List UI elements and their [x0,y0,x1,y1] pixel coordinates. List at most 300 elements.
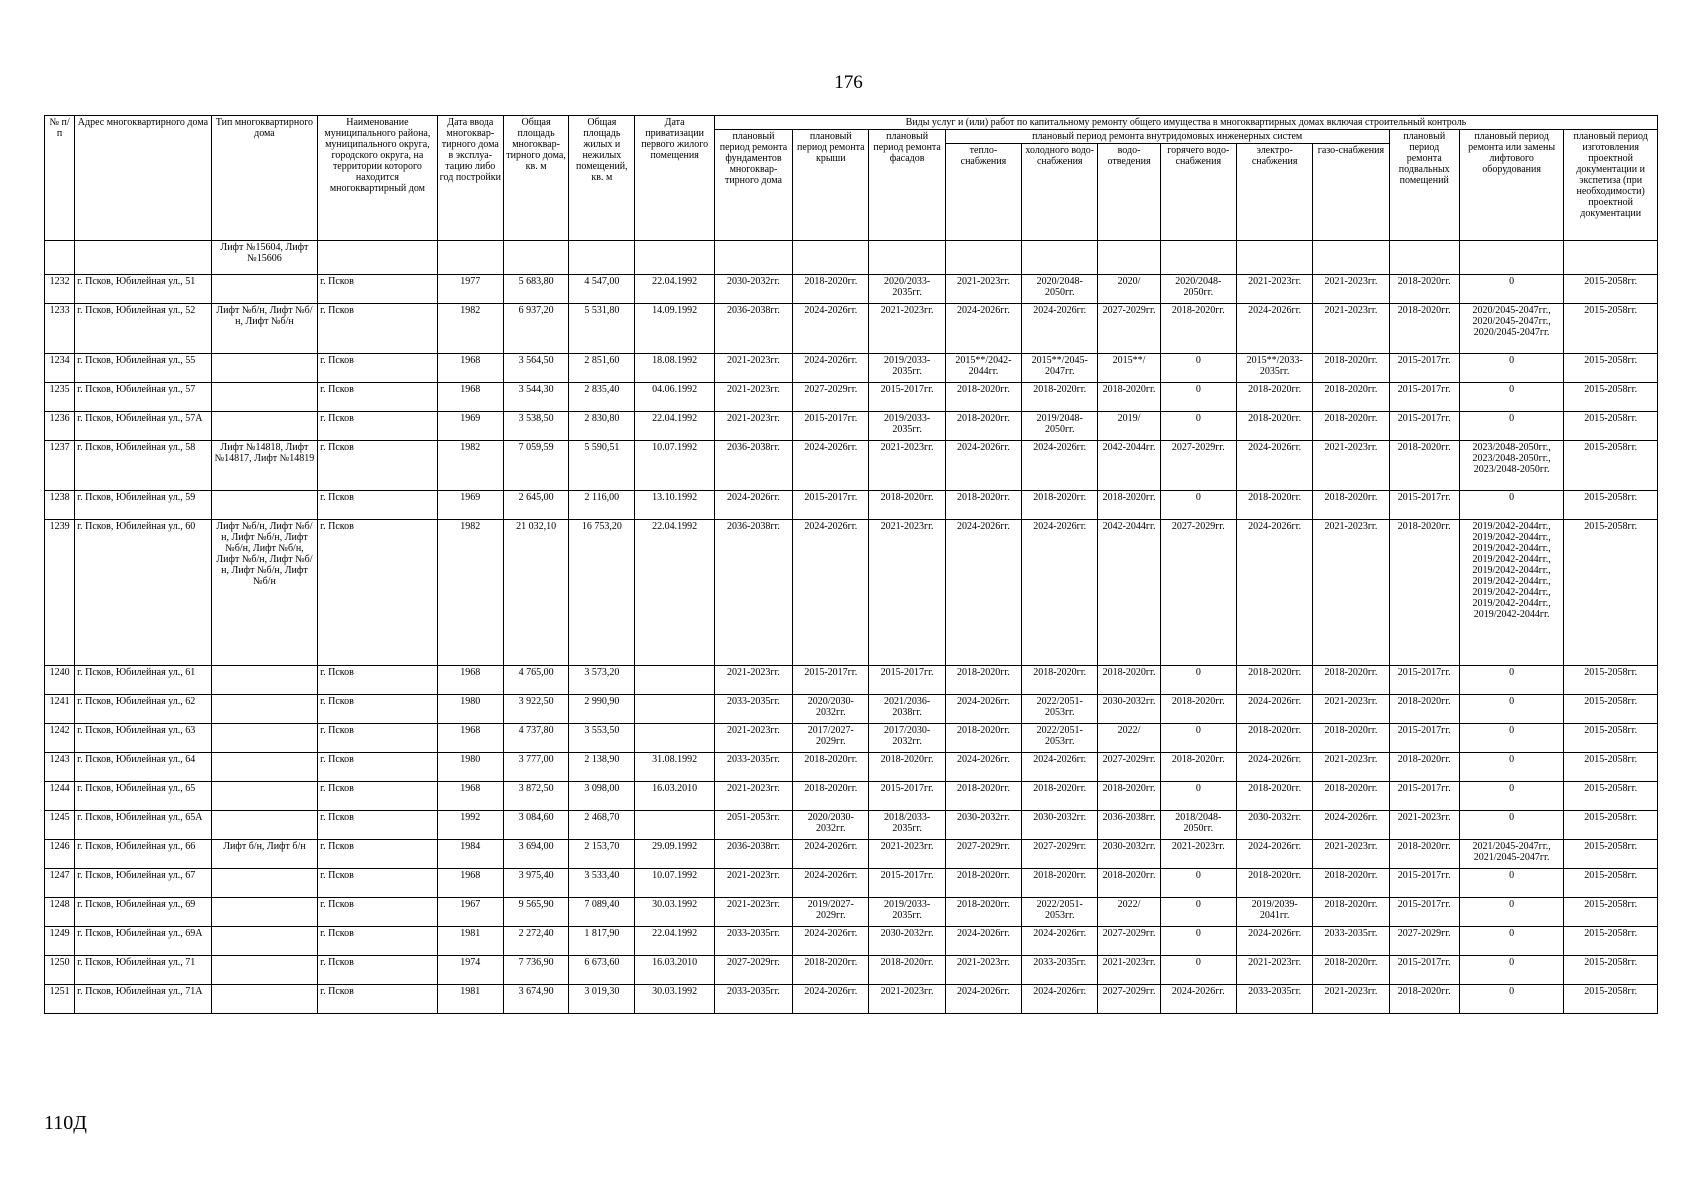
cell-basement-period: 2015-2017гг. [1389,782,1459,811]
cell-privatization-date: 04.06.1992 [635,383,714,412]
cell-elevator-period: 2023/2048-2050гг., 2023/2048-2050гг., 2023/2048-2050гг. [1459,441,1563,491]
cell-elevator-period: 0 [1459,753,1563,782]
cell-year: 1981 [437,927,503,956]
cell-living-area: 2 990,90 [569,695,635,724]
cell-heat-period: 2021-2023гг. [945,275,1021,304]
cell-heat-period: 2024-2026гг. [945,441,1021,491]
cell-facade-period: 2020/2033-2035гг. [869,275,945,304]
cell-year: 1992 [437,811,503,840]
cell-elevator-period: 0 [1459,383,1563,412]
cell-cold-water-period: 2019/2048-2050гг. [1022,412,1098,441]
cell-cold-water-period: 2018-2020гг. [1022,869,1098,898]
cell-row-number: 1235 [45,383,75,412]
cell-heat-period: 2018-2020гг. [945,782,1021,811]
cell-district: г. Псков [318,782,438,811]
cell-heat-period: 2027-2029гг. [945,840,1021,869]
cell-heat-period: 2018-2020гг. [945,898,1021,927]
cell-roof-period: 2024-2026гг. [793,441,869,491]
header-district: Наименование муниципального района, муниципального округа, городского округа, на территории которого находится многоквартирный дом [318,116,438,241]
cell-hot-water-period: 2020/2048-2050гг. [1160,275,1236,304]
cell-address: г. Псков, Юбилейная ул., 58 [75,441,212,491]
cell-year: 1968 [437,383,503,412]
cell-cold-water-period: 2024-2026гг. [1022,753,1098,782]
cell-elevator-period: 0 [1459,275,1563,304]
cell-privatization-date [635,695,714,724]
cell-year: 1982 [437,304,503,354]
table-row [45,695,1658,724]
cell-total-area: 4 737,80 [503,724,568,753]
cell-foundation-period: 2030-2032гг. [714,275,792,304]
cell-facade-period: 2021/2036-2038гг. [869,695,945,724]
cell-row-number: 1251 [45,985,75,1014]
cell-elevator-period: 2021/2045-2047гг., 2021/2045-2047гг. [1459,840,1563,869]
cell-project-docs-period: 2015-2058гг. [1564,811,1658,840]
cell-facade-period: 2019/2033-2035гг. [869,412,945,441]
cell-electricity-period: 2030-2032гг. [1236,811,1312,840]
cell-basement-period [1389,241,1459,275]
cell-elevator-period: 2019/2042-2044гг., 2019/2042-2044гг., 2019/2042-2044гг., 2019/2042-2044гг., 2019/2042-2044гг., 2019/2042-2044гг., 2019/2042-2044гг., 2019/2042-2044гг., 2019/2042-2044гг. [1459,520,1563,666]
cell-sewerage-period: 2042-2044гг. [1098,441,1160,491]
cell-gas-period: 2021-2023гг. [1313,441,1389,491]
table-row [45,383,1658,412]
header-electricity: электро-снабжения [1236,144,1312,241]
cell-row-number: 1248 [45,898,75,927]
cell-elevator-period: 0 [1459,695,1563,724]
cell-living-area: 1 817,90 [569,927,635,956]
cell-sewerage-period: 2030-2032гг. [1098,840,1160,869]
cell-electricity-period: 2024-2026гг. [1236,520,1312,666]
cell-cold-water-period [1022,241,1098,275]
cell-privatization-date: 10.07.1992 [635,869,714,898]
cell-facade-period: 2021-2023гг. [869,441,945,491]
cell-cold-water-period: 2024-2026гг. [1022,520,1098,666]
cell-year: 1967 [437,898,503,927]
cell-house-type [211,724,317,753]
cell-facade-period: 2018-2020гг. [869,753,945,782]
cell-project-docs-period: 2015-2058гг. [1564,724,1658,753]
cell-project-docs-period: 2015-2058гг. [1564,782,1658,811]
cell-hot-water-period [1160,241,1236,275]
cell-project-docs-period: 2015-2058гг. [1564,869,1658,898]
cell-gas-period: 2018-2020гг. [1313,491,1389,520]
header-address: Адрес многоквартирного дома [75,116,212,241]
cell-living-area: 16 753,20 [569,520,635,666]
cell-row-number: 1238 [45,491,75,520]
table-row [45,520,1658,666]
cell-facade-period [869,241,945,275]
cell-electricity-period: 2018-2020гг. [1236,869,1312,898]
cell-gas-period: 2021-2023гг. [1313,985,1389,1014]
cell-row-number: 1245 [45,811,75,840]
cell-hot-water-period: 2021-2023гг. [1160,840,1236,869]
cell-hot-water-period: 0 [1160,956,1236,985]
cell-project-docs-period: 2015-2058гг. [1564,520,1658,666]
cell-foundation-period: 2033-2035гг. [714,695,792,724]
table-row [45,412,1658,441]
cell-foundation-period: 2033-2035гг. [714,927,792,956]
cell-year: 1980 [437,753,503,782]
cell-house-type [211,927,317,956]
cell-row-number: 1239 [45,520,75,666]
cell-sewerage-period: 2030-2032гг. [1098,695,1160,724]
cell-gas-period: 2021-2023гг. [1313,695,1389,724]
cell-address: г. Псков, Юбилейная ул., 65 [75,782,212,811]
cell-total-area: 3 694,00 [503,840,568,869]
cell-foundation-period: 2021-2023гг. [714,898,792,927]
cell-project-docs-period: 2015-2058гг. [1564,753,1658,782]
cell-sewerage-period: 2019/ [1098,412,1160,441]
cell-basement-period: 2018-2020гг. [1389,275,1459,304]
cell-hot-water-period: 0 [1160,354,1236,383]
cell-roof-period: 2024-2026гг. [793,985,869,1014]
cell-total-area: 3 975,40 [503,869,568,898]
cell-district: г. Псков [318,898,438,927]
cell-row-number: 1249 [45,927,75,956]
cell-hot-water-period: 0 [1160,782,1236,811]
cell-year: 1982 [437,441,503,491]
table-row [45,491,1658,520]
cell-roof-period [793,241,869,275]
cell-house-type: Лифт №15604, Лифт №15606 [211,241,317,275]
cell-district: г. Псков [318,491,438,520]
cell-district: г. Псков [318,695,438,724]
cell-facade-period: 2030-2032гг. [869,927,945,956]
cell-privatization-date [635,666,714,695]
cell-basement-period: 2015-2017гг. [1389,383,1459,412]
cell-hot-water-period: 2024-2026гг. [1160,985,1236,1014]
cell-facade-period: 2021-2023гг. [869,840,945,869]
cell-address: г. Псков, Юбилейная ул., 69 [75,898,212,927]
cell-total-area: 5 683,80 [503,275,568,304]
cell-roof-period: 2018-2020гг. [793,753,869,782]
cell-heat-period: 2024-2026гг. [945,520,1021,666]
cell-facade-period: 2018/2033-2035гг. [869,811,945,840]
cell-electricity-period: 2015**/2033-2035гг. [1236,354,1312,383]
cell-heat-period: 2015**/2042-2044гг. [945,354,1021,383]
cell-sewerage-period: 2022/ [1098,898,1160,927]
cell-house-type [211,412,317,441]
cell-basement-period: 2027-2029гг. [1389,927,1459,956]
cell-sewerage-period: 2027-2029гг. [1098,985,1160,1014]
cell-hot-water-period: 0 [1160,666,1236,695]
table-row [45,985,1658,1014]
header-engineering-group: плановый период ремонта внутридомовых инженерных систем [945,130,1389,144]
header-hot-water: горячего водо-снабжения [1160,144,1236,241]
cell-total-area: 3 084,60 [503,811,568,840]
cell-district: г. Псков [318,441,438,491]
cell-sewerage-period: 2027-2029гг. [1098,304,1160,354]
cell-house-type [211,811,317,840]
cell-year: 1968 [437,666,503,695]
cell-living-area: 3 019,30 [569,985,635,1014]
cell-sewerage-period: 2022/ [1098,724,1160,753]
cell-hot-water-period: 0 [1160,869,1236,898]
cell-year: 1968 [437,724,503,753]
cell-foundation-period [714,241,792,275]
cell-gas-period: 2018-2020гг. [1313,666,1389,695]
cell-privatization-date: 22.04.1992 [635,275,714,304]
cell-sewerage-period: 2018-2020гг. [1098,666,1160,695]
header-project-docs: плановый период изготовления проектной документации и экспетиза (при необходимости) проектной документации [1564,130,1658,241]
cell-gas-period: 2021-2023гг. [1313,520,1389,666]
cell-elevator-period: 0 [1459,782,1563,811]
cell-foundation-period: 2021-2023гг. [714,412,792,441]
cell-project-docs-period: 2015-2058гг. [1564,927,1658,956]
cell-basement-period: 2018-2020гг. [1389,441,1459,491]
table-body [45,241,1658,1014]
cell-heat-period: 2024-2026гг. [945,985,1021,1014]
header-total-area: Общая площадь многоквар-тирного дома, кв. м [503,116,568,241]
cell-project-docs-period: 2015-2058гг. [1564,275,1658,304]
cell-gas-period: 2018-2020гг. [1313,869,1389,898]
cell-living-area: 2 116,00 [569,491,635,520]
cell-row-number: 1244 [45,782,75,811]
cell-gas-period: 2021-2023гг. [1313,840,1389,869]
cell-row-number: 1240 [45,666,75,695]
cell-district [318,241,438,275]
cell-cold-water-period: 2022/2051-2053гг. [1022,898,1098,927]
cell-heat-period [945,241,1021,275]
capital-repair-table [44,115,1658,1014]
cell-cold-water-period: 2024-2026гг. [1022,985,1098,1014]
cell-facade-period: 2015-2017гг. [869,666,945,695]
cell-heat-period: 2018-2020гг. [945,666,1021,695]
cell-roof-period: 2017/2027-2029гг. [793,724,869,753]
cell-basement-period: 2018-2020гг. [1389,695,1459,724]
cell-electricity-period: 2021-2023гг. [1236,275,1312,304]
cell-project-docs-period: 2015-2058гг. [1564,666,1658,695]
cell-roof-period: 2024-2026гг. [793,840,869,869]
cell-house-type [211,666,317,695]
cell-electricity-period: 2024-2026гг. [1236,840,1312,869]
cell-year: 1974 [437,956,503,985]
cell-living-area: 5 590,51 [569,441,635,491]
cell-district: г. Псков [318,412,438,441]
cell-total-area [503,241,568,275]
cell-foundation-period: 2033-2035гг. [714,753,792,782]
cell-elevator-period: 0 [1459,869,1563,898]
cell-foundation-period: 2021-2023гг. [714,869,792,898]
cell-row-number: 1232 [45,275,75,304]
cell-living-area: 2 835,40 [569,383,635,412]
cell-electricity-period: 2024-2026гг. [1236,441,1312,491]
cell-electricity-period: 2024-2026гг. [1236,753,1312,782]
cell-basement-period: 2018-2020гг. [1389,753,1459,782]
cell-district: г. Псков [318,927,438,956]
cell-address: г. Псков, Юбилейная ул., 69А [75,927,212,956]
cell-electricity-period: 2018-2020гг. [1236,666,1312,695]
cell-project-docs-period: 2015-2058гг. [1564,354,1658,383]
cell-project-docs-period: 2015-2058гг. [1564,695,1658,724]
cell-total-area: 7 736,90 [503,956,568,985]
cell-roof-period: 2018-2020гг. [793,782,869,811]
cell-foundation-period: 2024-2026гг. [714,491,792,520]
cell-district: г. Псков [318,840,438,869]
cell-total-area: 3 674,90 [503,985,568,1014]
cell-hot-water-period: 2027-2029гг. [1160,441,1236,491]
cell-roof-period: 2020/2030-2032гг. [793,811,869,840]
header-elevator: плановый период ремонта или замены лифтового оборудования [1459,130,1563,241]
header-cold-water: холодного водо-снабжения [1022,144,1098,241]
cell-house-type [211,695,317,724]
cell-foundation-period: 2033-2035гг. [714,985,792,1014]
cell-foundation-period: 2021-2023гг. [714,782,792,811]
cell-cold-water-period: 2024-2026гг. [1022,441,1098,491]
cell-privatization-date: 22.04.1992 [635,412,714,441]
table-row [45,927,1658,956]
cell-facade-period: 2019/2033-2035гг. [869,898,945,927]
cell-basement-period: 2015-2017гг. [1389,724,1459,753]
table-row [45,782,1658,811]
cell-privatization-date: 30.03.1992 [635,898,714,927]
cell-row-number: 1233 [45,304,75,354]
cell-project-docs-period: 2015-2058гг. [1564,985,1658,1014]
cell-district: г. Псков [318,811,438,840]
header-heat-supply: тепло-снабжения [945,144,1021,241]
cell-electricity-period: 2021-2023гг. [1236,956,1312,985]
cell-living-area: 2 468,70 [569,811,635,840]
cell-foundation-period: 2036-2038гг. [714,304,792,354]
table-row [45,811,1658,840]
cell-year: 1969 [437,491,503,520]
cell-roof-period: 2024-2026гг. [793,520,869,666]
cell-address: г. Псков, Юбилейная ул., 65А [75,811,212,840]
cell-living-area [569,241,635,275]
cell-project-docs-period: 2015-2058гг. [1564,956,1658,985]
cell-gas-period: 2033-2035гг. [1313,927,1389,956]
cell-heat-period: 2018-2020гг. [945,491,1021,520]
cell-district: г. Псков [318,520,438,666]
cell-hot-water-period: 2027-2029гг. [1160,520,1236,666]
cell-hot-water-period: 2018/2048-2050гг. [1160,811,1236,840]
header-facade: плановый период ремонта фасадов [869,130,945,241]
cell-elevator-period: 0 [1459,956,1563,985]
cell-elevator-period: 0 [1459,985,1563,1014]
cell-cold-water-period: 2024-2026гг. [1022,927,1098,956]
cell-hot-water-period: 2018-2020гг. [1160,753,1236,782]
cell-living-area: 7 089,40 [569,898,635,927]
cell-district: г. Псков [318,304,438,354]
cell-sewerage-period: 2027-2029гг. [1098,927,1160,956]
cell-cold-water-period: 2018-2020гг. [1022,666,1098,695]
cell-hot-water-period: 2018-2020гг. [1160,304,1236,354]
cell-address: г. Псков, Юбилейная ул., 59 [75,491,212,520]
cell-house-type [211,753,317,782]
cell-facade-period: 2017/2030-2032гг. [869,724,945,753]
cell-total-area: 4 765,00 [503,666,568,695]
table-row [45,304,1658,354]
cell-district: г. Псков [318,275,438,304]
cell-basement-period: 2015-2017гг. [1389,412,1459,441]
cell-project-docs-period: 2015-2058гг. [1564,441,1658,491]
cell-elevator-period: 0 [1459,412,1563,441]
cell-living-area: 5 531,80 [569,304,635,354]
cell-address: г. Псков, Юбилейная ул., 64 [75,753,212,782]
table-row [45,840,1658,869]
cell-facade-period: 2018-2020гг. [869,491,945,520]
table-row [45,354,1658,383]
cell-sewerage-period [1098,241,1160,275]
cell-house-type: Лифт б/н, Лифт б/н [211,840,317,869]
cell-electricity-period [1236,241,1312,275]
cell-sewerage-period: 2020/ [1098,275,1160,304]
cell-privatization-date: 16.03.2010 [635,782,714,811]
cell-district: г. Псков [318,869,438,898]
cell-total-area: 7 059,59 [503,441,568,491]
cell-elevator-period: 0 [1459,811,1563,840]
cell-privatization-date: 22.04.1992 [635,520,714,666]
cell-heat-period: 2024-2026гг. [945,753,1021,782]
cell-district: г. Псков [318,354,438,383]
cell-roof-period: 2024-2026гг. [793,304,869,354]
cell-sewerage-period: 2018-2020гг. [1098,491,1160,520]
cell-living-area: 4 547,00 [569,275,635,304]
cell-gas-period: 2018-2020гг. [1313,782,1389,811]
cell-year: 1968 [437,782,503,811]
header-privatization-date: Дата приватизации первого жилого помещения [635,116,714,241]
cell-sewerage-period: 2021-2023гг. [1098,956,1160,985]
header-gas-supply: газо-снабжения [1313,144,1389,241]
cell-house-type: Лифт №б/н, Лифт №б/н, Лифт №б/н [211,304,317,354]
cell-row-number: 1247 [45,869,75,898]
cell-basement-period: 2015-2017гг. [1389,354,1459,383]
table-row [45,753,1658,782]
cell-cold-water-period: 2018-2020гг. [1022,782,1098,811]
cell-sewerage-period: 2027-2029гг. [1098,753,1160,782]
cell-project-docs-period: 2015-2058гг. [1564,412,1658,441]
cell-address: г. Псков, Юбилейная ул., 63 [75,724,212,753]
cell-gas-period: 2018-2020гг. [1313,724,1389,753]
cell-row-number: 1234 [45,354,75,383]
cell-foundation-period: 2021-2023гг. [714,666,792,695]
cell-row-number: 1242 [45,724,75,753]
footer-code: 110Д [44,1112,87,1134]
cell-roof-period: 2019/2027-2029гг. [793,898,869,927]
cell-cold-water-period: 2033-2035гг. [1022,956,1098,985]
cell-sewerage-period: 2036-2038гг. [1098,811,1160,840]
cell-sewerage-period: 2015**/ [1098,354,1160,383]
cell-total-area: 6 937,20 [503,304,568,354]
table-row [45,241,1658,275]
cell-electricity-period: 2018-2020гг. [1236,724,1312,753]
cell-living-area: 2 138,90 [569,753,635,782]
cell-gas-period [1313,241,1389,275]
cell-elevator-period: 0 [1459,354,1563,383]
table-row [45,898,1658,927]
header-living-area: Общая площадь жилых и нежилых помещений, кв. м [569,116,635,241]
cell-sewerage-period: 2042-2044гг. [1098,520,1160,666]
cell-foundation-period: 2036-2038гг. [714,840,792,869]
cell-roof-period: 2015-2017гг. [793,412,869,441]
cell-gas-period: 2024-2026гг. [1313,811,1389,840]
cell-project-docs-period: 2015-2058гг. [1564,840,1658,869]
cell-address: г. Псков, Юбилейная ул., 60 [75,520,212,666]
cell-house-type [211,956,317,985]
cell-privatization-date: 22.04.1992 [635,927,714,956]
cell-privatization-date [635,241,714,275]
cell-basement-period: 2018-2020гг. [1389,520,1459,666]
cell-foundation-period: 2021-2023гг. [714,354,792,383]
cell-basement-period: 2018-2020гг. [1389,985,1459,1014]
cell-hot-water-period: 0 [1160,412,1236,441]
cell-electricity-period: 2024-2026гг. [1236,304,1312,354]
cell-year: 1982 [437,520,503,666]
cell-foundation-period: 2027-2029гг. [714,956,792,985]
cell-total-area: 3 544,30 [503,383,568,412]
header-basement: плановый период ремонта подвальных помещений [1389,130,1459,241]
cell-facade-period: 2015-2017гг. [869,383,945,412]
cell-house-type: Лифт №14818, Лифт №14817, Лифт №14819 [211,441,317,491]
